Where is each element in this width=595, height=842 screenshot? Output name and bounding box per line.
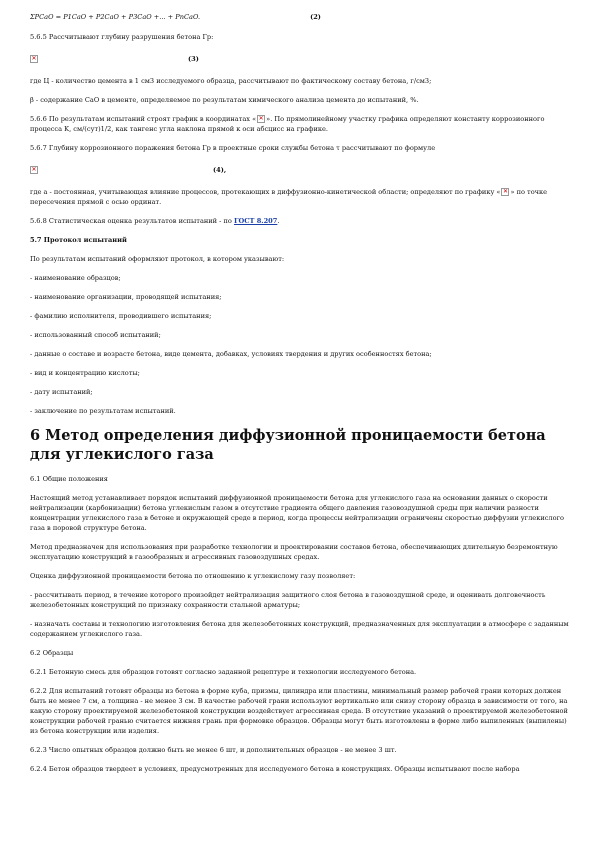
beta-paragraph: β - содержание CaO в цементе, определяемое по результатам химического анализа цемента до испытаний, %. [30,96,419,104]
formula-4-row [30,162,570,178]
section-6-2-heading: 6.2 Образцы [30,649,74,657]
formula-2-text: ΣPCaO = P1CaO + P2CaO + P3CaO +... + PnCaO. [30,13,201,21]
section-6-heading: 6 Метод определения диффузионной проницаемости бетона для углекислого газа [30,427,546,463]
protocol-item: - данные о составе и возрасте бетона, виде цемента, добавках, условиях твердения и других особенностях бетона; [30,350,432,358]
protocol-item: - наименование организации, проводящей испытания; [30,293,222,301]
paragraph-6-1-c: Оценка диффузионной проницаемости бетона по отношению к углекислому газу позволяет: [30,572,356,580]
paragraph-6-1-d: - рассчитывать период, в течение которого произойдет нейтрализация защитного слоя бетона в газовоздушной среде, и оценивать долговечность железобетонных конструкций по признаку сохранности стальной арматуры; [30,591,546,609]
broken-image-icon: ✕ [31,166,37,173]
broken-image-icon: ✕ [31,55,37,62]
broken-image-icon: ✕ [502,188,508,195]
protocol-intro: По результатам испытаний оформляют протокол, в котором указывают: [30,255,285,263]
paragraph-5-6-6 [30,114,570,134]
paragraph-6-2-3: 6.2.3 Число опытных образцов должно быть не менее 6 шт, и дополнительных образцов - не менее 3 шт. [30,746,397,754]
where-cement-paragraph: где Ц - количество цемента в 1 см3 исследуемого образца, рассчитывают по фактическому составу бетона, г/см3; [30,77,432,85]
formula-2-number: (2) [310,13,321,21]
section-5-7-heading: 5.7 Протокол испытаний [30,236,127,244]
broken-image-icon: ✕ [258,115,264,122]
protocol-item: - фамилию исполнителя, проводившего испытания; [30,312,212,320]
paragraph-5-6-8 [30,216,570,226]
formula-4-number: (4), [213,166,227,174]
paragraph-5-6-5: 5.6.5 Рассчитывают глубину разрушения бетона Гр: [30,33,214,41]
paragraph-5-6-8-end: . [277,217,280,225]
formula-3-number: (3) [188,55,199,63]
protocol-item: - наименование образцов; [30,274,121,282]
paragraph-5-6-6-part-b: ». По прямолинейному участку графика определяют константу коррозионного процесса K, см/(сут)1/2, как тангенс угла наклона прямой к оси абсцисс на графике. [30,115,545,133]
formula-2-row [30,12,570,22]
paragraph-5-6-6-part-a: 5.6.6 По результатам испытаний строят график в координатах « [30,115,257,123]
protocol-item: - заключение по результатам испытаний. [30,407,176,415]
where-a-part-b: » по точке пересечения прямой с осью ординат. [30,188,548,206]
paragraph-6-2-4: 6.2.4 Бетон образцов твердеет в условиях, предусмотренных для исследуемого бетона в конструкциях. Образцы испытывают после набора [30,765,520,773]
paragraph-5-6-7: 5.6.7 Глубину коррозионного поражения бетона Гр в проектные сроки службы бетона τ рассчитывают по формуле [30,144,436,152]
paragraph-6-2-1: 6.2.1 Бетонную смесь для образцов готовят согласно заданной рецептуре и технологии исследуемого бетона. [30,668,417,676]
paragraph-6-1-e: - назначать составы и технологию изготовления бетона для железобетонных конструкций, предназначенных для эксплуатации в атмосфере с заданным содержанием углекислого газа. [30,620,569,638]
paragraph-5-6-8-text: 5.6.8 Статистическая оценка результатов испытаний - по [30,217,234,225]
protocol-item: - использованный способ испытаний; [30,331,161,339]
where-a-paragraph [30,187,570,207]
paragraph-6-1-a: Настоящий метод устанавливает порядок испытаний диффузионной проницаемости бетона для углекислого газа на основании данных о скорости нейтрализации (карбонизации) бетона углекислым газом в отсутствие градиента общего давления газовоздушной среды при наличии разности концентрации углекислого газа в бетоне и окружающей среде в период, когда процессы нейтрализации ограничены скоростью диффузии углекислого газа в поровой структуре бетона. [30,494,565,532]
section-6-1-heading: 6.1 Общие положения [30,475,108,483]
protocol-item: - дату испытаний; [30,388,93,396]
paragraph-6-2-2: 6.2.2 Для испытаний готовят образцы из бетона в форме куба, призмы, цилиндра или пластины, минимальный размер рабочей грани которых должен быть не менее 7 см, а толщина - не менее 3 см. В качестве рабочей грани используют вертикально или снизу сторону образца в зависимости от того, на какую сторону проектируемой железобетонной конструкции воздействует агрессивная среда. В отсутствие указаний о проектируемой железобетонной конструкции рабочей гранью считается нижняя грань при формовке образцов. Образцы могут быть изготовлены в форме либо выпиленных (выпилены) из бетона конструкции или изделия. [30,687,568,735]
gost-8-207-link[interactable]: ГОСТ 8.207 [233,217,278,225]
paragraph-6-1-b: Метод предназначен для использования при разработке технологии и проектировании составов бетона, обеспечивающих длительную безремонтную эксплуатацию конструкций в газообразных и агрессивных газовоздушных средах. [30,543,558,561]
formula-3-row [30,51,570,67]
document-page [30,12,570,783]
protocol-item: - вид и концентрацию кислоты; [30,369,140,377]
where-a-part-a: где a - постоянная, учитывающая влияние процессов, протекающих в диффузионно-кинетической области; определяют по графику « [30,188,501,196]
